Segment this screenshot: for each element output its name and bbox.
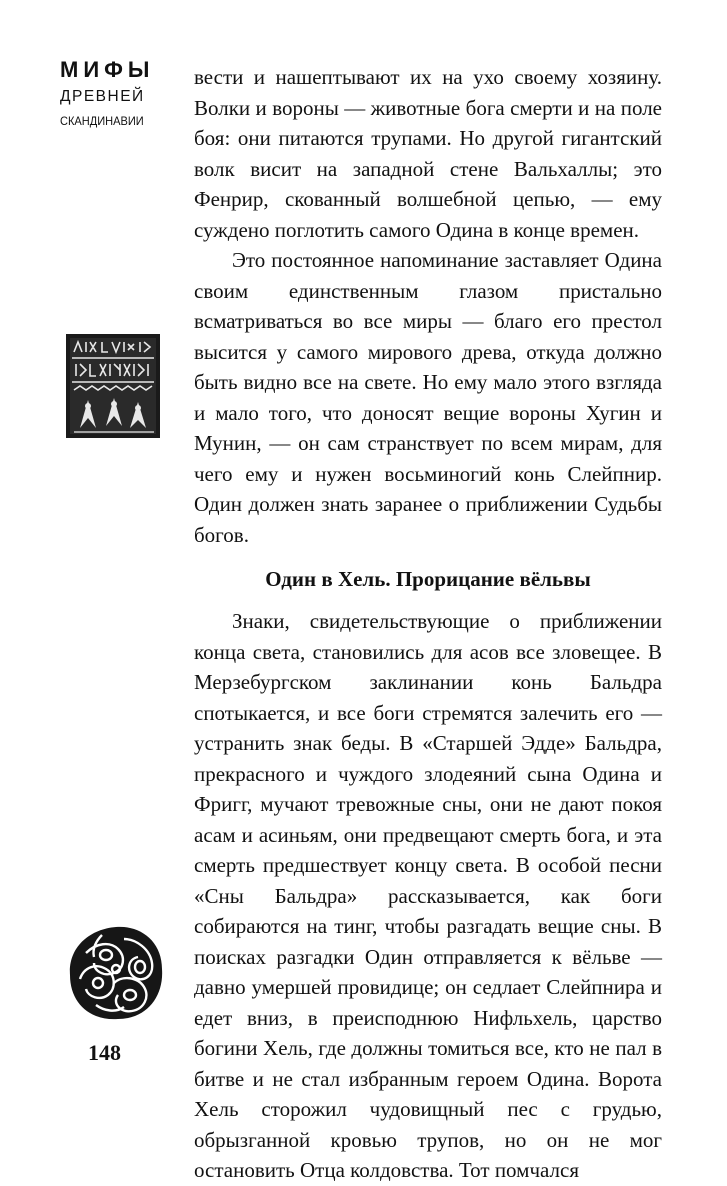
section-heading: Один в Хель. Прорицание вёльвы: [265, 567, 591, 591]
interlace-knot-ornament-icon: [66, 923, 166, 1023]
series-title-line-1: МИФЫ: [60, 57, 155, 82]
paragraph: Это постоянное напоминание заставляет Одина своим единственным глазом пристально всматриваться во все миры — благо его престол высится у самого мирового древа, откуда должно быть видно все на свете. Но ему мало этого взгляда и мало того, что доносят вещие вороны Хугин и Мунин, — он сам странствует по всем мирам, для чего ему и нужен восьминогий конь Слейпнир. Один должен знать заранее о приближении Судьбы богов.: [194, 248, 662, 547]
series-title-line-2: ДРЕВНЕЙ: [60, 88, 145, 105]
series-title-line-3: СКАНДИНАВИИ: [60, 114, 144, 128]
runic-stone-emblem-icon: [66, 334, 160, 438]
page-number: 148: [88, 1040, 121, 1065]
paragraph: вести и нашептывают их на ухо своему хозяину. Волки и вороны — животные бога смерти и на поле боя: они питаются трупами. Но другой гигантский волк висит на западной стене Вальхаллы; это Фенрир, скованный волшебной цепью, — ему суждено поглотить самого Одина в конце времен.: [194, 65, 662, 242]
paragraph: Знаки, свидетельствующие о приближении конца света, становились для асов все зловещее. В Мерзебургском заклинании конь Бальдра спотыкается, и все боги стремятся залечить его — устранить знак беды. В «Старшей Эдде» Бальдра, прекрасного и чуждого злодеяний сына Одина и Фригг, мучают тревожные сны, они не дают покоя асам и асиньям, они предвещают смерть бога, и эта смерть предшествует концу света. В особой песни «Сны Бальдра» рассказывается, как боги собираются на тинг, чтобы разгадать вещие сны. В поисках разгадки Один отправляется к вёльве — давно умершей провидице; он седлает Слейпнира и едет вниз, в преисподнюю Нифльхель, царство богини Хель, где должны томиться все, кто не пал в битве и не стал избранным героем Одина. Ворота Хель сторожил чудовищный пес с грудью, обрызганной кровью трупов, но он не мог остановить Отца колдовства. Тот помчался: [194, 609, 662, 1182]
main-text: [194, 62, 662, 1186]
series-title: [60, 56, 170, 132]
page-margin: [0, 0, 178, 1133]
